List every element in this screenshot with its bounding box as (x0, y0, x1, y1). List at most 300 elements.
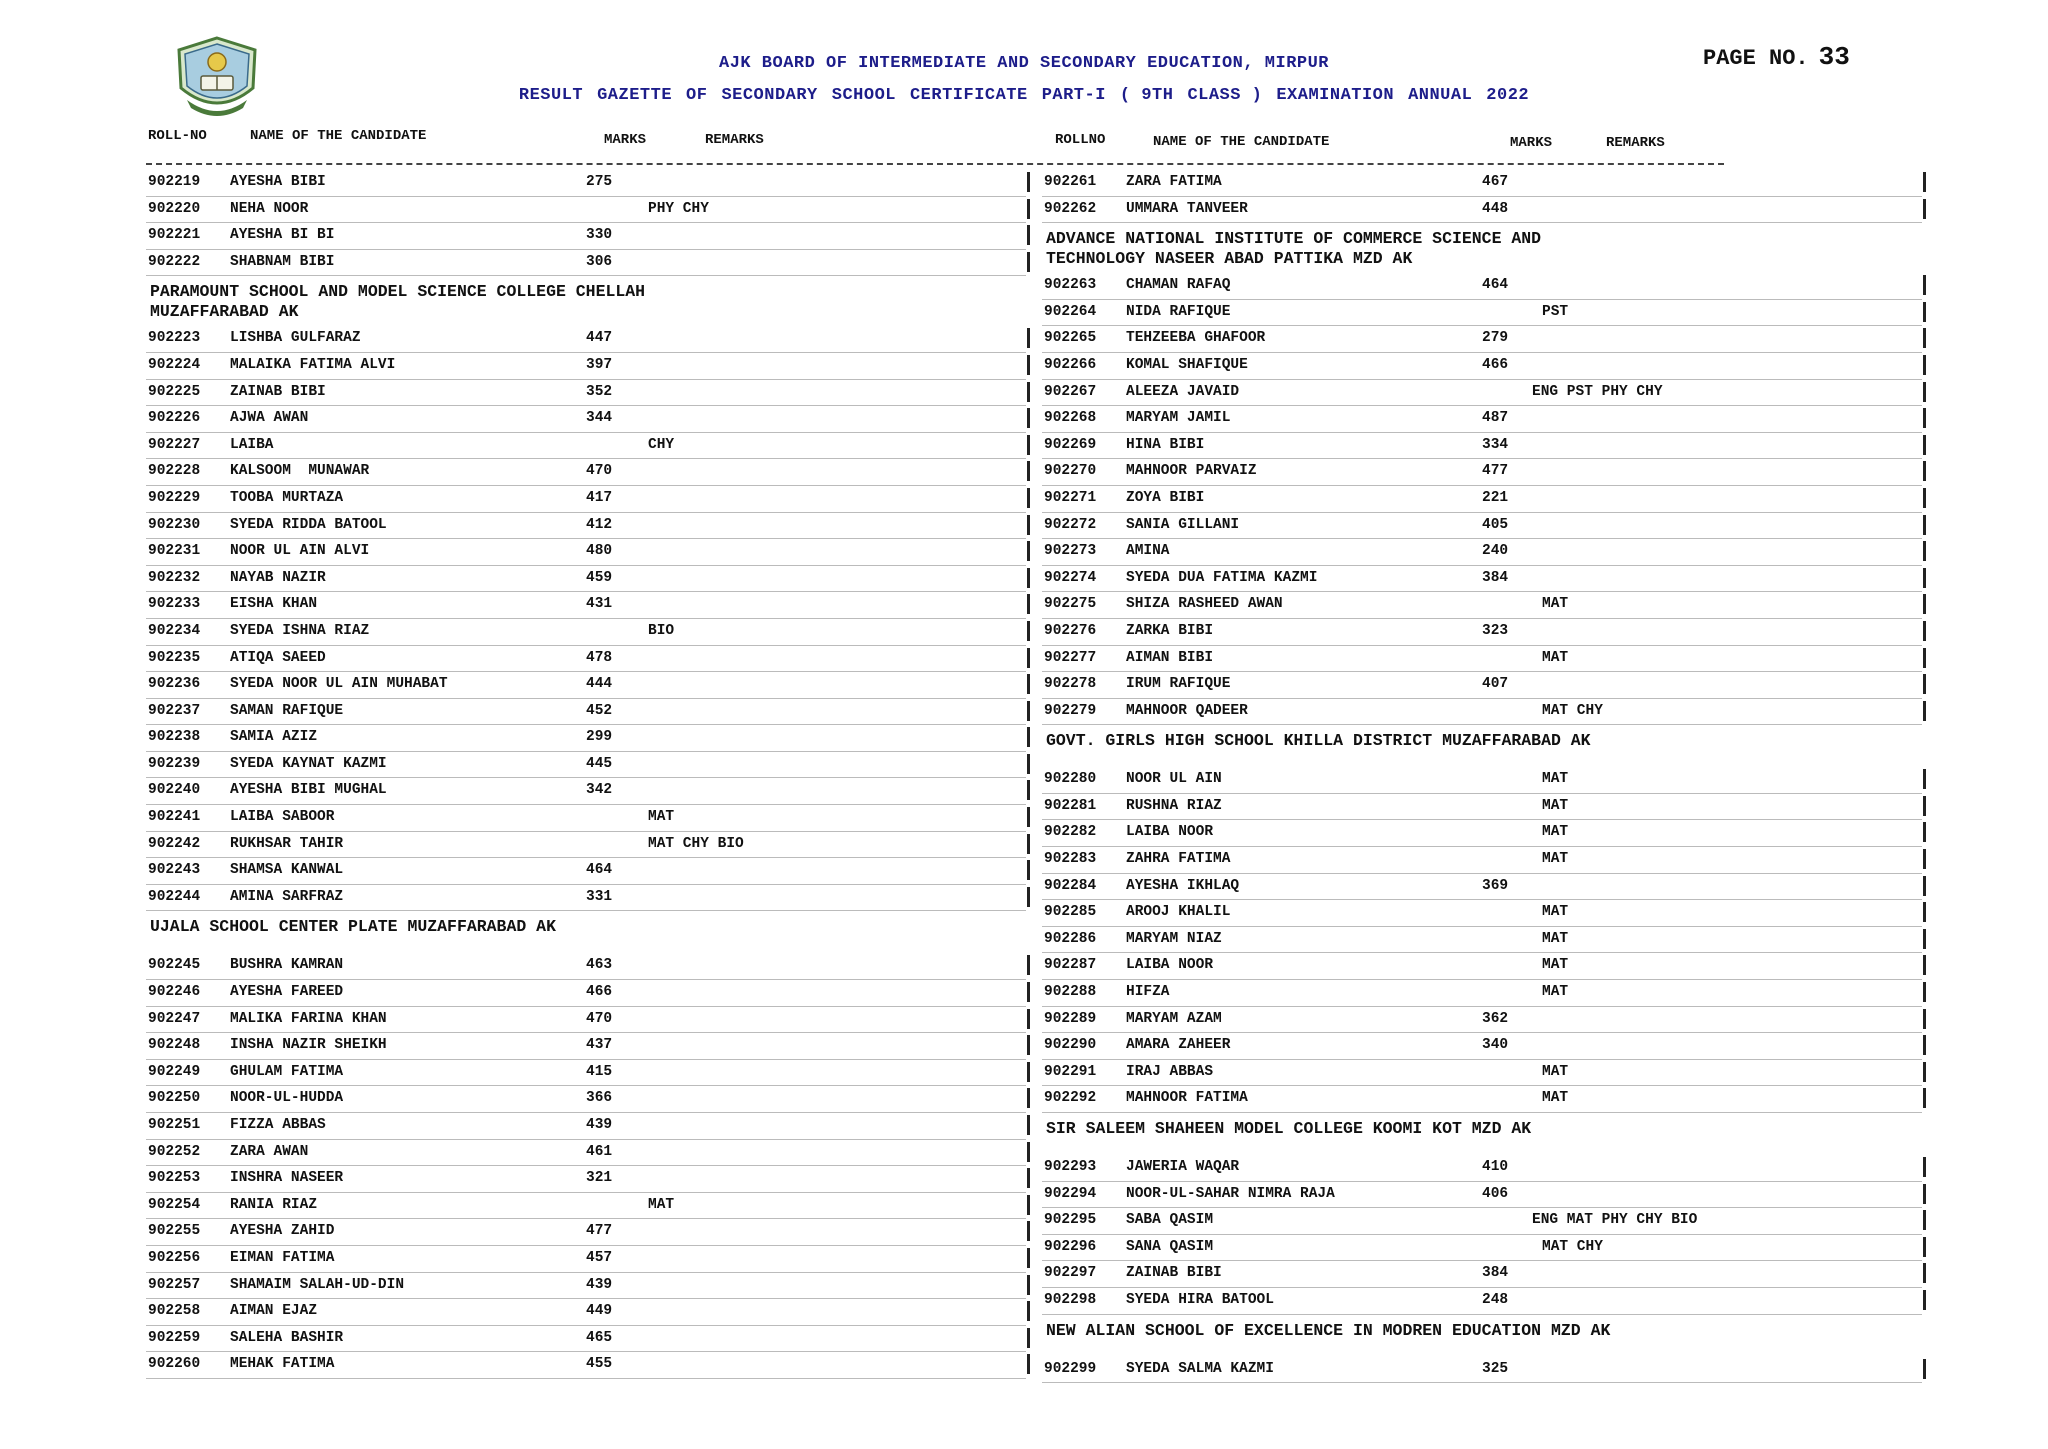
column-rule (1923, 796, 1926, 816)
marks: 415 (586, 1063, 613, 1080)
column-rule (1923, 515, 1926, 535)
candidate-name: ZARA AWAN (230, 1143, 309, 1160)
marks: 487 (1482, 410, 1509, 427)
roll-number: 902281 (1044, 797, 1097, 814)
result-row (146, 539, 1026, 566)
board-title: AJK BOARD OF INTERMEDIATE AND SECONDARY EDUCATION, MIRPUR (719, 54, 1329, 73)
marks: 465 (586, 1329, 613, 1346)
candidate-name: JAWERIA WAQAR (1126, 1159, 1240, 1175)
candidate-name: ATIQA SAEED (230, 649, 326, 666)
remarks: PST (1542, 303, 1569, 320)
result-row (146, 197, 1026, 224)
result-row (1042, 874, 1922, 901)
marks: 463 (586, 957, 613, 974)
candidate-name: MAHNOOR QADEER (1126, 702, 1248, 719)
roll-number: 902229 (148, 489, 201, 506)
remarks: MAT (1542, 930, 1569, 947)
column-rule (1923, 902, 1926, 922)
candidate-name: MEHAK FATIMA (230, 1356, 335, 1373)
result-row (146, 1193, 1026, 1220)
marks: 410 (1482, 1159, 1509, 1175)
marks: 331 (586, 888, 613, 905)
column-rule (1027, 1195, 1030, 1215)
result-row (146, 250, 1026, 277)
marks: 464 (586, 862, 613, 879)
column-rule (1923, 382, 1926, 402)
result-row (1042, 326, 1922, 353)
column-rule (1027, 1062, 1030, 1082)
result-row (1042, 1288, 1922, 1315)
roll-number: 902285 (1044, 904, 1097, 921)
column-rule (1923, 1035, 1926, 1055)
candidate-name: CHAMAN RAFAQ (1126, 277, 1231, 294)
candidate-name: RANIA RIAZ (230, 1196, 318, 1213)
column-rule (1923, 1062, 1926, 1082)
school-section-heading: UJALA SCHOOL CENTER PLATE MUZAFFARABAD AK (150, 917, 556, 937)
column-rule (1027, 1275, 1030, 1295)
candidate-name: TOOBA MURTAZA (230, 489, 344, 506)
result-row (146, 513, 1026, 540)
candidate-name: NIDA RAFIQUE (1126, 303, 1231, 320)
marks: 342 (586, 782, 613, 799)
result-row (1042, 1235, 1922, 1262)
roll-number: 902245 (148, 957, 201, 974)
page-label: PAGE NO. (1703, 46, 1809, 71)
result-row (146, 619, 1026, 646)
marks: 447 (586, 330, 613, 347)
result-row (146, 566, 1026, 593)
column-rule (1027, 674, 1030, 694)
marks: 340 (1482, 1037, 1509, 1054)
result-row (1042, 646, 1922, 673)
roll-number: 902223 (148, 330, 201, 347)
marks: 467 (1482, 174, 1509, 190)
remarks: MAT (1542, 649, 1569, 666)
result-row (146, 353, 1026, 380)
candidate-name: SHIZA RASHEED AWAN (1126, 596, 1283, 613)
result-row (1042, 1007, 1922, 1034)
result-row (146, 1299, 1026, 1326)
result-row (146, 1326, 1026, 1353)
roll-number: 902251 (148, 1117, 201, 1133)
result-row (1042, 592, 1922, 619)
result-row (1042, 433, 1922, 460)
candidate-name: SHAMAIM SALAH-UD-DIN (230, 1276, 405, 1293)
board-logo (173, 36, 261, 122)
roll-number: 902290 (1044, 1037, 1097, 1054)
roll-number: 902243 (148, 862, 201, 879)
roll-number: 902226 (148, 410, 201, 427)
column-rule (1027, 252, 1030, 272)
column-rule (1027, 982, 1030, 1002)
marks: 466 (1482, 356, 1509, 373)
result-row (1042, 794, 1922, 821)
candidate-name: UMMARA TANVEER (1126, 200, 1248, 217)
column-rule (1923, 955, 1926, 975)
left-name-header: NAME OF THE CANDIDATE (250, 128, 427, 144)
column-rule (1923, 568, 1926, 588)
column-rule (1027, 780, 1030, 800)
marks: 459 (586, 569, 613, 586)
result-row (1042, 380, 1922, 407)
remarks: ENG PST PHY CHY (1532, 383, 1663, 400)
result-row (146, 170, 1026, 197)
candidate-name: SALEHA BASHIR (230, 1329, 344, 1346)
result-row (146, 1060, 1026, 1087)
roll-number: 902297 (1044, 1265, 1097, 1282)
result-row (146, 1007, 1026, 1034)
right-roll-header: ROLLNO (1055, 132, 1106, 148)
result-row (1042, 1182, 1922, 1209)
candidate-name: INSHRA NASEER (230, 1170, 344, 1187)
column-rule (1027, 648, 1030, 668)
school-section-heading: SIR SALEEM SHAHEEN MODEL COLLEGE KOOMI KOT MZD AK (1046, 1119, 1532, 1138)
column-rule (1027, 225, 1030, 245)
result-row (1042, 513, 1922, 540)
column-rule (1027, 408, 1030, 428)
column-rule (1923, 674, 1926, 694)
roll-number: 902274 (1044, 569, 1097, 586)
roll-number: 902247 (148, 1010, 201, 1027)
roll-number: 902225 (148, 383, 201, 400)
candidate-name: MARYAM JAMIL (1126, 410, 1231, 427)
column-rule (1027, 1088, 1030, 1108)
roll-number: 902265 (1044, 330, 1097, 347)
remarks: MAT (648, 1196, 675, 1213)
marks: 445 (586, 755, 613, 772)
roll-number: 902219 (148, 174, 201, 190)
candidate-name: EISHA KHAN (230, 596, 318, 613)
column-rule (1027, 621, 1030, 641)
left-roll-header: ROLL-NO (148, 128, 207, 144)
candidate-name: SHAMSA KANWAL (230, 862, 344, 879)
result-row (146, 1246, 1026, 1273)
candidate-name: SHABNAM BIBI (230, 253, 335, 270)
remarks: MAT (1542, 1090, 1569, 1107)
roll-number: 902275 (1044, 596, 1097, 613)
roll-number: 902283 (1044, 851, 1097, 868)
school-section-heading: PARAMOUNT SCHOOL AND MODEL SCIENCE COLLEGE CHELLAH MUZAFFARABAD AK (150, 282, 646, 322)
result-row (146, 805, 1026, 832)
right-remarks-header: REMARKS (1606, 135, 1665, 151)
column-rule (1027, 1142, 1030, 1162)
column-rule (1923, 1210, 1926, 1230)
remarks: MAT (1542, 596, 1569, 613)
gazette-word: GAZETTE (597, 86, 673, 105)
result-row (146, 1352, 1026, 1379)
roll-number: 902220 (148, 200, 201, 217)
roll-number: 902298 (1044, 1291, 1097, 1308)
candidate-name: KALSOOM MUNAWAR (230, 463, 370, 480)
column-rule (1923, 769, 1926, 789)
gazette-word: 2022 (1486, 86, 1530, 105)
roll-number: 902269 (1044, 436, 1097, 453)
candidate-name: ZARKA BIBI (1126, 622, 1214, 639)
marks: 437 (586, 1037, 613, 1054)
column-rule (1027, 172, 1030, 192)
marks: 470 (586, 463, 613, 480)
left-remarks-header: REMARKS (705, 132, 764, 148)
roll-number: 902257 (148, 1276, 201, 1293)
remarks: MAT CHY (1542, 1238, 1603, 1255)
roll-number: 902279 (1044, 702, 1097, 719)
roll-number: 902238 (148, 729, 201, 746)
candidate-name: AIMAN BIBI (1126, 649, 1214, 666)
candidate-name: NOOR-UL-SAHAR NIMRA RAJA (1126, 1185, 1335, 1202)
result-row (1042, 619, 1922, 646)
candidate-name: SYEDA KAYNAT KAZMI (230, 755, 387, 772)
result-row (146, 778, 1026, 805)
result-row (146, 433, 1026, 460)
result-row (146, 486, 1026, 513)
column-rule (1027, 594, 1030, 614)
result-row (1042, 953, 1922, 980)
remarks: MAT (1542, 824, 1569, 841)
roll-number: 902231 (148, 543, 201, 560)
roll-number: 902252 (148, 1143, 201, 1160)
candidate-name: NOOR-UL-HUDDA (230, 1090, 344, 1107)
column-rule (1923, 435, 1926, 455)
column-rule (1027, 1115, 1030, 1135)
roll-number: 902288 (1044, 984, 1097, 1001)
column-rule (1923, 408, 1926, 428)
marks: 480 (586, 543, 613, 560)
column-rule (1027, 1354, 1030, 1374)
roll-number: 902277 (1044, 649, 1097, 666)
candidate-name: RUSHNA RIAZ (1126, 797, 1222, 814)
roll-number: 902242 (148, 835, 201, 852)
result-row (146, 406, 1026, 433)
school-section-heading: ADVANCE NATIONAL INSTITUTE OF COMMERCE SCIENCE AND TECHNOLOGY NASEER ABAD PATTIKA MZD AK (1046, 229, 1542, 269)
result-row (1042, 1357, 1922, 1384)
result-row (1042, 767, 1922, 794)
right-results-column (1042, 170, 1922, 1383)
roll-number: 902230 (148, 516, 201, 533)
roll-number: 902295 (1044, 1212, 1097, 1229)
candidate-name: NOOR UL AIN ALVI (230, 543, 370, 560)
candidate-name: MALAIKA FATIMA ALVI (230, 356, 396, 373)
result-row (146, 832, 1026, 859)
marks: 240 (1482, 543, 1509, 560)
result-row (146, 699, 1026, 726)
roll-number: 902240 (148, 782, 201, 799)
candidate-name: IRAJ ABBAS (1126, 1063, 1214, 1080)
roll-number: 902256 (148, 1249, 201, 1266)
column-rule (1923, 822, 1926, 842)
column-rule (1027, 488, 1030, 508)
roll-number: 902249 (148, 1063, 201, 1080)
school-section-heading: NEW ALIAN SCHOOL OF EXCELLENCE IN MODREN EDUCATION MZD AK (1046, 1320, 1611, 1340)
result-row (146, 1273, 1026, 1300)
roll-number: 902250 (148, 1090, 201, 1107)
candidate-name: ZAINAB BIBI (230, 383, 326, 400)
gazette-word: CERTIFICATE (909, 86, 1028, 105)
marks: 299 (586, 729, 613, 746)
gazette-word: OF (686, 86, 708, 105)
gazette-word: RESULT (518, 86, 584, 105)
remarks: MAT (1542, 1063, 1569, 1080)
column-rule (1027, 568, 1030, 588)
roll-number: 902267 (1044, 383, 1097, 400)
result-row (1042, 1086, 1922, 1113)
roll-number: 902273 (1044, 543, 1097, 560)
result-row (146, 646, 1026, 673)
candidate-name: AIMAN EJAZ (230, 1303, 318, 1320)
candidate-name: AYESHA FAREED (230, 984, 344, 1001)
remarks: MAT (648, 809, 675, 826)
remarks: MAT (1542, 771, 1569, 788)
roll-number: 902266 (1044, 356, 1097, 373)
roll-number: 902228 (148, 463, 201, 480)
roll-number: 902271 (1044, 489, 1097, 506)
roll-number: 902232 (148, 569, 201, 586)
candidate-name: SYEDA DUA FATIMA KAZMI (1126, 569, 1318, 586)
result-row (1042, 1261, 1922, 1288)
marks: 406 (1482, 1185, 1509, 1202)
candidate-name: SAMIA AZIZ (230, 729, 318, 746)
column-rule (1923, 355, 1926, 375)
candidate-name: IRUM RAFIQUE (1126, 676, 1231, 693)
roll-number: 902286 (1044, 930, 1097, 947)
column-rule (1027, 435, 1030, 455)
candidate-name: KOMAL SHAFIQUE (1126, 356, 1248, 373)
result-row (1042, 699, 1922, 726)
roll-number: 902237 (148, 702, 201, 719)
candidate-name: SYEDA SALMA KAZMI (1126, 1360, 1274, 1377)
remarks: MAT (1542, 797, 1569, 814)
candidate-name: SAMAN RAFIQUE (230, 702, 344, 719)
column-rule (1923, 1290, 1926, 1310)
marks: 477 (1482, 463, 1509, 480)
marks: 417 (586, 489, 613, 506)
left-results-column (146, 170, 1026, 1379)
candidate-name: BUSHRA KAMRAN (230, 957, 344, 974)
roll-number: 902280 (1044, 771, 1097, 788)
result-row (1042, 197, 1922, 224)
right-name-header: NAME OF THE CANDIDATE (1153, 134, 1330, 150)
marks: 344 (586, 410, 613, 427)
roll-number: 902254 (148, 1196, 201, 1213)
remarks: MAT (1542, 957, 1569, 974)
column-rule (1027, 754, 1030, 774)
roll-number: 902241 (148, 809, 201, 826)
roll-number: 902235 (148, 649, 201, 666)
column-rule (1923, 328, 1926, 348)
marks: 384 (1482, 569, 1509, 586)
remarks: MAT (1542, 984, 1569, 1001)
roll-number: 902268 (1044, 410, 1097, 427)
gazette-word: CLASS ) (1187, 86, 1263, 105)
result-row (1042, 1060, 1922, 1087)
roll-number: 902259 (148, 1329, 201, 1346)
candidate-name: AMINA (1126, 543, 1170, 560)
marks: 221 (1482, 489, 1509, 506)
result-row (1042, 459, 1922, 486)
result-row (146, 592, 1026, 619)
candidate-name: SABA QASIM (1126, 1212, 1214, 1229)
roll-number: 902296 (1044, 1238, 1097, 1255)
marks: 321 (586, 1170, 613, 1187)
remarks: MAT CHY BIO (648, 835, 744, 852)
result-row (1042, 300, 1922, 327)
result-row (146, 1166, 1026, 1193)
result-row (1042, 1033, 1922, 1060)
result-row (1042, 820, 1922, 847)
candidate-name: MAHNOOR PARVAIZ (1126, 463, 1257, 480)
candidate-name: AYESHA BIBI (230, 174, 326, 190)
page-number: 33 (1818, 42, 1850, 72)
candidate-name: RUKHSAR TAHIR (230, 835, 344, 852)
marks: 330 (586, 227, 613, 244)
remarks: ENG MAT PHY CHY BIO (1532, 1212, 1698, 1229)
marks: 352 (586, 383, 613, 400)
result-row (146, 672, 1026, 699)
column-rule (1027, 515, 1030, 535)
column-rule (1027, 199, 1030, 219)
marks: 384 (1482, 1265, 1509, 1282)
candidate-name: SYEDA HIRA BATOOL (1126, 1291, 1274, 1308)
candidate-name: AROOJ KHALIL (1126, 904, 1231, 921)
candidate-name: AYESHA BI BI (230, 227, 335, 244)
roll-number: 902258 (148, 1303, 201, 1320)
roll-number: 902287 (1044, 957, 1097, 974)
result-row (146, 725, 1026, 752)
candidate-name: SANIA GILLANI (1126, 516, 1240, 533)
remarks: MAT CHY (1542, 702, 1603, 719)
result-row (1042, 406, 1922, 433)
column-rule (1027, 1248, 1030, 1268)
marks: 323 (1482, 622, 1509, 639)
column-rule (1923, 929, 1926, 949)
candidate-name: TEHZEEBA GHAFOOR (1126, 330, 1266, 347)
result-row (146, 223, 1026, 250)
candidate-name: HINA BIBI (1126, 436, 1205, 453)
marks: 477 (586, 1223, 613, 1240)
marks: 439 (586, 1117, 613, 1133)
column-rule (1923, 488, 1926, 508)
column-rule (1027, 461, 1030, 481)
result-row (1042, 1208, 1922, 1235)
candidate-name: GHULAM FATIMA (230, 1063, 344, 1080)
gazette-word: ANNUAL (1408, 86, 1473, 105)
candidate-name: LISHBA GULFARAZ (230, 330, 361, 347)
candidate-name: MALIKA FARINA KHAN (230, 1010, 387, 1027)
result-row (1042, 486, 1922, 513)
column-rule (1923, 648, 1926, 668)
roll-number: 902224 (148, 356, 201, 373)
marks: 369 (1482, 877, 1509, 894)
result-row (146, 1113, 1026, 1140)
remarks: CHY (648, 436, 675, 453)
roll-number: 902222 (148, 253, 201, 270)
column-rule (1027, 355, 1030, 375)
result-row (1042, 566, 1922, 593)
result-row (1042, 900, 1922, 927)
candidate-name: ZAHRA FATIMA (1126, 851, 1231, 868)
roll-number: 902227 (148, 436, 201, 453)
column-rule (1923, 172, 1926, 192)
column-rule (1923, 621, 1926, 641)
marks: 478 (586, 649, 613, 666)
column-rule (1923, 849, 1926, 869)
result-row (146, 1086, 1026, 1113)
candidate-name: LAIBA NOOR (1126, 957, 1214, 974)
column-rule (1027, 727, 1030, 747)
marks: 248 (1482, 1291, 1509, 1308)
result-row (146, 326, 1026, 353)
roll-number: 902244 (148, 888, 201, 905)
marks: 466 (586, 984, 613, 1001)
